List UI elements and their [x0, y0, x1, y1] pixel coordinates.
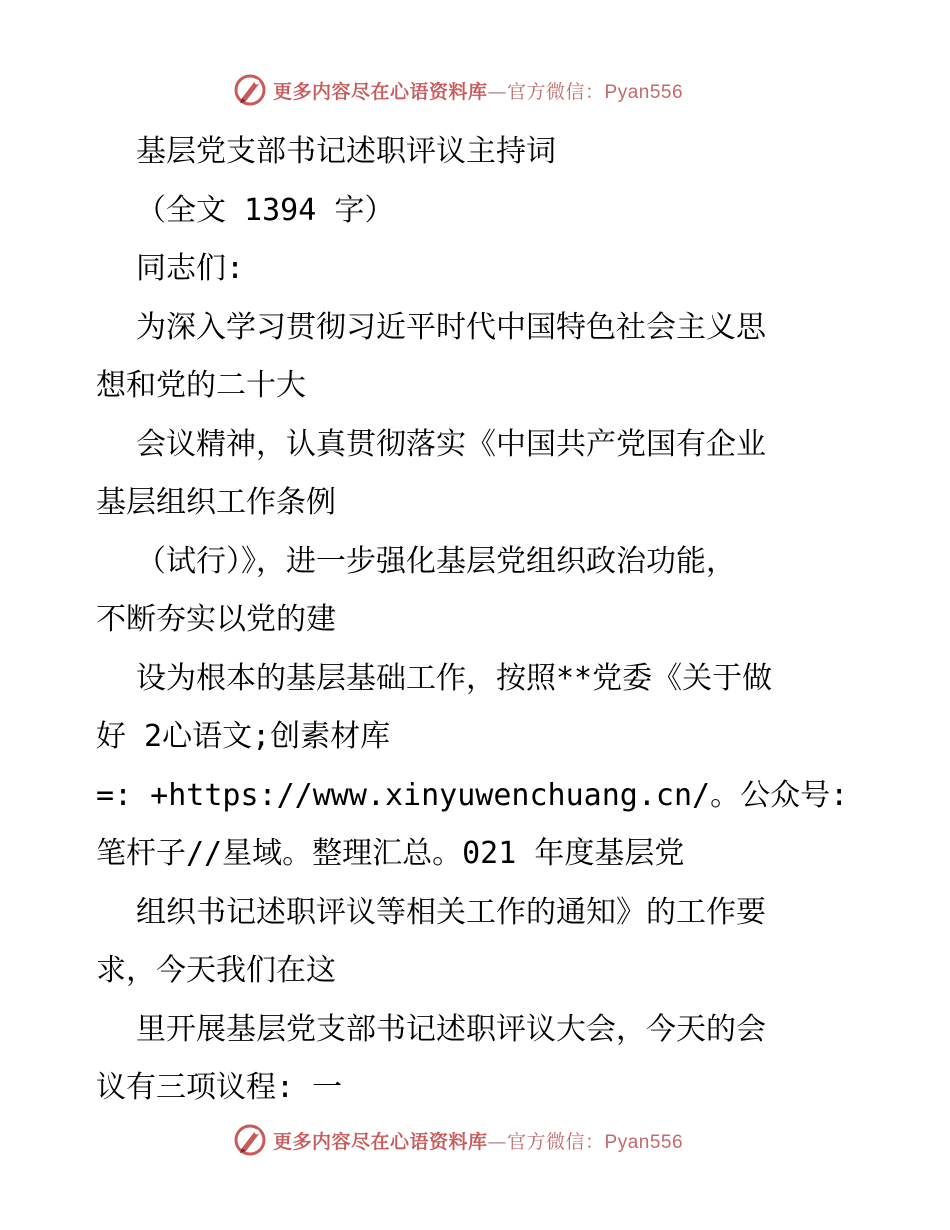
paragraph-line: 好 2心语文;创素材库 — [96, 719, 391, 754]
paragraph-line: 组织书记述职评议等相关工作的通知》的工作要 — [136, 894, 766, 930]
watermark-brand: 更多内容尽在心语资料库 — [273, 1130, 488, 1153]
paragraph-line: 会议精神，认真贯彻落实《中国共产党国有企业 — [136, 426, 766, 462]
paragraph-line: 想和党的二十大 — [96, 368, 306, 403]
watermark-wechat-id: Pyan556 — [604, 81, 684, 103]
salutation: 同志们: — [136, 251, 245, 286]
document-word-count: （全文 1394 字） — [136, 192, 395, 228]
quill-pen-logo-icon — [233, 1123, 267, 1157]
watermark-wechat-label: 官方微信： — [507, 1130, 605, 1153]
paragraph-line: 笔杆子//星域。整理汇总。021 年度基层党 — [96, 836, 685, 871]
watermark-brand: 更多内容尽在心语资料库 — [273, 80, 488, 103]
watermark-footer — [233, 1120, 753, 1160]
watermark-header — [233, 70, 753, 110]
paragraph-line: 求，今天我们在这 — [96, 953, 336, 988]
paragraph-line: 基层组织工作条例 — [96, 485, 336, 520]
paragraph-line: 议有三项议程: 一 — [96, 1070, 343, 1105]
paragraph-line: 设为根本的基层基础工作，按照**党委《关于做 — [136, 660, 773, 696]
paragraph-line: （试行）》，进一步强化基层党组织政治功能， — [136, 543, 736, 579]
document-title: 基层党支部书记述职评议主持词 — [136, 134, 556, 169]
document-body — [96, 123, 856, 1118]
paragraph-line: 为深入学习贯彻习近平时代中国特色社会主义思 — [136, 309, 766, 345]
watermark-separator: — — [487, 1130, 508, 1153]
quill-pen-logo-icon — [233, 73, 267, 107]
watermark-separator: — — [487, 80, 508, 103]
watermark-wechat-id: Pyan556 — [604, 1131, 684, 1153]
watermark-wechat-label: 官方微信： — [507, 80, 605, 103]
paragraph-line: 里开展基层党支部书记述职评议大会，今天的会 — [136, 1011, 766, 1047]
paragraph-line: 不断夯实以党的建 — [96, 602, 336, 637]
paragraph-line: =: +https://www.xinyuwenchuang.cn/。公众号: — [96, 777, 849, 813]
